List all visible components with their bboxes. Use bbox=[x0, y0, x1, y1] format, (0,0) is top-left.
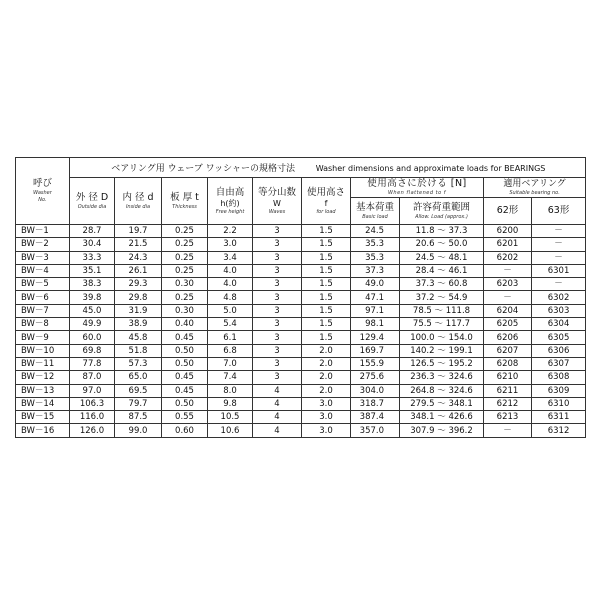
header-62-type-label: 62形 bbox=[496, 205, 519, 216]
cell-outside-dia: 126.0 bbox=[70, 424, 115, 437]
cell-thickness: 0.55 bbox=[162, 411, 208, 424]
cell-bearing-63: 6312 bbox=[532, 424, 586, 437]
cell-washer-no: BW－13 bbox=[16, 384, 70, 397]
cell-use-height: 1.5 bbox=[302, 304, 351, 317]
cell-waves: 3 bbox=[253, 371, 302, 384]
cell-bearing-63: － bbox=[532, 238, 586, 251]
cell-inside-dia: 57.3 bbox=[115, 357, 162, 370]
cell-free-height: 6.1 bbox=[208, 331, 253, 344]
header-waves-jp2: W bbox=[273, 198, 281, 208]
cell-bearing-62: 6201 bbox=[484, 238, 532, 251]
cell-outside-dia: 33.3 bbox=[70, 251, 115, 264]
table-row bbox=[16, 331, 586, 344]
cell-thickness: 0.25 bbox=[162, 225, 208, 238]
cell-thickness: 0.30 bbox=[162, 278, 208, 291]
cell-allow-load: 348.1 ～ 426.6 bbox=[400, 411, 484, 424]
cell-outside-dia: 77.8 bbox=[70, 357, 115, 370]
header-outside-dia-jp: 外 径 D bbox=[75, 191, 109, 203]
header-free-height bbox=[208, 178, 253, 225]
cell-bearing-62: 6203 bbox=[484, 278, 532, 291]
cell-inside-dia: 51.8 bbox=[115, 344, 162, 357]
cell-outside-dia: 30.4 bbox=[70, 238, 115, 251]
cell-bearing-62: 6200 bbox=[484, 225, 532, 238]
cell-use-height: 1.5 bbox=[302, 331, 351, 344]
cell-free-height: 4.0 bbox=[208, 264, 253, 277]
cell-washer-no: BW－16 bbox=[16, 424, 70, 437]
cell-basic-load: 49.0 bbox=[351, 278, 400, 291]
cell-basic-load: 155.9 bbox=[351, 357, 400, 370]
table-body bbox=[16, 225, 586, 438]
cell-bearing-63: 6311 bbox=[532, 411, 586, 424]
header-inside-dia bbox=[115, 178, 162, 225]
cell-free-height: 8.0 bbox=[208, 384, 253, 397]
cell-use-height: 2.0 bbox=[302, 357, 351, 370]
cell-bearing-62: 6213 bbox=[484, 411, 532, 424]
table-caption bbox=[70, 158, 586, 178]
cell-free-height: 9.8 bbox=[208, 397, 253, 410]
cell-thickness: 0.25 bbox=[162, 264, 208, 277]
cell-waves: 3 bbox=[253, 291, 302, 304]
cell-basic-load: 275.6 bbox=[351, 371, 400, 384]
cell-bearing-63: 6305 bbox=[532, 331, 586, 344]
table-row bbox=[16, 291, 586, 304]
cell-inside-dia: 65.0 bbox=[115, 371, 162, 384]
cell-washer-no: BW－3 bbox=[16, 251, 70, 264]
cell-bearing-62: 6204 bbox=[484, 304, 532, 317]
cell-thickness: 0.50 bbox=[162, 397, 208, 410]
cell-waves: 4 bbox=[253, 384, 302, 397]
table-row bbox=[16, 357, 586, 370]
header-63-type-label: 63形 bbox=[547, 205, 570, 216]
cell-free-height: 5.4 bbox=[208, 318, 253, 331]
cell-bearing-62: 6212 bbox=[484, 397, 532, 410]
cell-bearing-63: 6302 bbox=[532, 291, 586, 304]
cell-washer-no: BW－7 bbox=[16, 304, 70, 317]
cell-basic-load: 98.1 bbox=[351, 318, 400, 331]
cell-basic-load: 357.0 bbox=[351, 424, 400, 437]
cell-bearing-63: 6304 bbox=[532, 318, 586, 331]
cell-free-height: 3.0 bbox=[208, 238, 253, 251]
cell-free-height: 5.0 bbox=[208, 304, 253, 317]
cell-free-height: 4.8 bbox=[208, 291, 253, 304]
cell-bearing-62: 6208 bbox=[484, 357, 532, 370]
cell-outside-dia: 38.3 bbox=[70, 278, 115, 291]
cell-basic-load: 318.7 bbox=[351, 397, 400, 410]
cell-waves: 4 bbox=[253, 397, 302, 410]
cell-inside-dia: 38.9 bbox=[115, 318, 162, 331]
cell-bearing-63: 6308 bbox=[532, 371, 586, 384]
cell-bearing-62: － bbox=[484, 291, 532, 304]
cell-outside-dia: 69.8 bbox=[70, 344, 115, 357]
cell-inside-dia: 21.5 bbox=[115, 238, 162, 251]
cell-inside-dia: 24.3 bbox=[115, 251, 162, 264]
header-thickness-en: Thickness bbox=[172, 203, 197, 210]
cell-use-height: 2.0 bbox=[302, 384, 351, 397]
cell-outside-dia: 97.0 bbox=[70, 384, 115, 397]
header-allow-load bbox=[400, 198, 484, 225]
cell-allow-load: 11.8 ～ 37.3 bbox=[400, 225, 484, 238]
cell-use-height: 3.0 bbox=[302, 424, 351, 437]
header-thickness-jp: 板 厚 t bbox=[170, 191, 199, 203]
cell-use-height: 1.5 bbox=[302, 278, 351, 291]
cell-thickness: 0.40 bbox=[162, 318, 208, 331]
cell-use-height: 1.5 bbox=[302, 251, 351, 264]
cell-thickness: 0.25 bbox=[162, 291, 208, 304]
header-use-height-en: for load bbox=[316, 208, 336, 215]
cell-bearing-63: 6301 bbox=[532, 264, 586, 277]
table-row bbox=[16, 251, 586, 264]
header-use-height-jp1: 使用高さ bbox=[306, 186, 345, 198]
cell-allow-load: 75.5 ～ 117.7 bbox=[400, 318, 484, 331]
cell-free-height: 2.2 bbox=[208, 225, 253, 238]
cell-thickness: 0.25 bbox=[162, 238, 208, 251]
cell-outside-dia: 39.8 bbox=[70, 291, 115, 304]
cell-thickness: 0.50 bbox=[162, 344, 208, 357]
cell-washer-no: BW－6 bbox=[16, 291, 70, 304]
cell-outside-dia: 116.0 bbox=[70, 411, 115, 424]
cell-inside-dia: 31.9 bbox=[115, 304, 162, 317]
cell-inside-dia: 26.1 bbox=[115, 264, 162, 277]
header-bearing-group-jp: 適用ベアリング bbox=[503, 179, 566, 189]
cell-bearing-63: 6309 bbox=[532, 384, 586, 397]
cell-outside-dia: 28.7 bbox=[70, 225, 115, 238]
caption-en: Washer dimensions and approximate loads for BEARINGS bbox=[315, 164, 546, 173]
cell-use-height: 1.5 bbox=[302, 264, 351, 277]
cell-thickness: 0.50 bbox=[162, 357, 208, 370]
cell-waves: 3 bbox=[253, 251, 302, 264]
cell-bearing-62: － bbox=[484, 424, 532, 437]
cell-allow-load: 307.9 ～ 396.2 bbox=[400, 424, 484, 437]
cell-allow-load: 24.5 ～ 48.1 bbox=[400, 251, 484, 264]
cell-basic-load: 97.1 bbox=[351, 304, 400, 317]
header-load-group bbox=[351, 178, 484, 198]
cell-waves: 3 bbox=[253, 318, 302, 331]
cell-inside-dia: 69.5 bbox=[115, 384, 162, 397]
header-waves-jp1: 等分山数 bbox=[257, 186, 296, 198]
cell-bearing-62: 6210 bbox=[484, 371, 532, 384]
cell-washer-no: BW－8 bbox=[16, 318, 70, 331]
table-row bbox=[16, 424, 586, 437]
cell-basic-load: 129.4 bbox=[351, 331, 400, 344]
header-washer-no-en2: No. bbox=[38, 197, 47, 203]
cell-washer-no: BW－10 bbox=[16, 344, 70, 357]
cell-waves: 3 bbox=[253, 304, 302, 317]
cell-washer-no: BW－2 bbox=[16, 238, 70, 251]
header-free-height-jp2: h(約) bbox=[220, 198, 240, 208]
cell-free-height: 10.5 bbox=[208, 411, 253, 424]
cell-washer-no: BW－11 bbox=[16, 357, 70, 370]
header-bearing-group-en: Suitable bearing no. bbox=[509, 190, 560, 196]
cell-thickness: 0.45 bbox=[162, 331, 208, 344]
cell-washer-no: BW－9 bbox=[16, 331, 70, 344]
cell-waves: 3 bbox=[253, 225, 302, 238]
header-outside-dia-en: Outside dia bbox=[77, 203, 107, 210]
header-outside-dia bbox=[70, 178, 115, 225]
cell-outside-dia: 49.9 bbox=[70, 318, 115, 331]
cell-free-height: 6.8 bbox=[208, 344, 253, 357]
cell-free-height: 7.0 bbox=[208, 357, 253, 370]
cell-bearing-62: 6207 bbox=[484, 344, 532, 357]
cell-use-height: 1.5 bbox=[302, 318, 351, 331]
cell-allow-load: 37.2 ～ 54.9 bbox=[400, 291, 484, 304]
cell-bearing-63: 6306 bbox=[532, 344, 586, 357]
cell-bearing-63: － bbox=[532, 278, 586, 291]
cell-washer-no: BW－5 bbox=[16, 278, 70, 291]
cell-allow-load: 28.4 ～ 46.1 bbox=[400, 264, 484, 277]
table-row bbox=[16, 278, 586, 291]
cell-bearing-62: 6206 bbox=[484, 331, 532, 344]
cell-basic-load: 304.0 bbox=[351, 384, 400, 397]
cell-inside-dia: 29.8 bbox=[115, 291, 162, 304]
header-basic-load bbox=[351, 198, 400, 225]
table-row bbox=[16, 318, 586, 331]
cell-free-height: 4.0 bbox=[208, 278, 253, 291]
cell-basic-load: 35.3 bbox=[351, 238, 400, 251]
cell-basic-load: 24.5 bbox=[351, 225, 400, 238]
cell-outside-dia: 35.1 bbox=[70, 264, 115, 277]
cell-bearing-62: 6211 bbox=[484, 384, 532, 397]
cell-bearing-62: 6202 bbox=[484, 251, 532, 264]
header-inside-dia-en: Inside dia bbox=[125, 203, 151, 210]
table-row bbox=[16, 225, 586, 238]
cell-inside-dia: 45.8 bbox=[115, 331, 162, 344]
cell-waves: 3 bbox=[253, 357, 302, 370]
cell-waves: 4 bbox=[253, 424, 302, 437]
cell-free-height: 3.4 bbox=[208, 251, 253, 264]
cell-washer-no: BW－4 bbox=[16, 264, 70, 277]
table-row bbox=[16, 344, 586, 357]
header-use-height-jp2: f bbox=[324, 198, 328, 208]
cell-inside-dia: 19.7 bbox=[115, 225, 162, 238]
caption-jp: ベアリング用 ウェーブ ワッシャーの規格寸法 bbox=[111, 164, 295, 174]
cell-inside-dia: 87.5 bbox=[115, 411, 162, 424]
cell-use-height: 2.0 bbox=[302, 344, 351, 357]
header-62-type bbox=[484, 198, 532, 225]
cell-inside-dia: 79.7 bbox=[115, 397, 162, 410]
cell-use-height: 2.0 bbox=[302, 371, 351, 384]
cell-basic-load: 47.1 bbox=[351, 291, 400, 304]
cell-inside-dia: 29.3 bbox=[115, 278, 162, 291]
cell-thickness: 0.45 bbox=[162, 371, 208, 384]
table-row bbox=[16, 264, 586, 277]
header-bearing-group bbox=[484, 178, 586, 198]
cell-outside-dia: 87.0 bbox=[70, 371, 115, 384]
cell-use-height: 3.0 bbox=[302, 411, 351, 424]
header-load-group-jp: 使用高さに於ける [N] bbox=[367, 178, 467, 189]
cell-basic-load: 37.3 bbox=[351, 264, 400, 277]
table-row bbox=[16, 411, 586, 424]
washer-spec-table bbox=[15, 157, 586, 438]
cell-use-height: 1.5 bbox=[302, 291, 351, 304]
cell-bearing-62: － bbox=[484, 264, 532, 277]
header-washer-no-jp: 呼び bbox=[32, 178, 52, 189]
cell-free-height: 10.6 bbox=[208, 424, 253, 437]
cell-waves: 3 bbox=[253, 238, 302, 251]
cell-thickness: 0.30 bbox=[162, 304, 208, 317]
cell-bearing-63: － bbox=[532, 251, 586, 264]
cell-bearing-63: － bbox=[532, 225, 586, 238]
cell-free-height: 7.4 bbox=[208, 371, 253, 384]
cell-washer-no: BW－15 bbox=[16, 411, 70, 424]
header-basic-load-en: Basic load bbox=[362, 213, 388, 220]
cell-thickness: 0.25 bbox=[162, 251, 208, 264]
header-thickness bbox=[162, 178, 208, 225]
header-free-height-jp1: 自由高 bbox=[215, 186, 245, 198]
cell-thickness: 0.60 bbox=[162, 424, 208, 437]
cell-waves: 3 bbox=[253, 331, 302, 344]
cell-use-height: 1.5 bbox=[302, 225, 351, 238]
cell-allow-load: 279.5 ～ 348.1 bbox=[400, 397, 484, 410]
cell-basic-load: 169.7 bbox=[351, 344, 400, 357]
cell-allow-load: 140.2 ～ 199.1 bbox=[400, 344, 484, 357]
cell-allow-load: 78.5 ～ 111.8 bbox=[400, 304, 484, 317]
cell-waves: 3 bbox=[253, 264, 302, 277]
cell-outside-dia: 60.0 bbox=[70, 331, 115, 344]
header-load-group-en: When flattened to f bbox=[387, 190, 447, 196]
header-use-height bbox=[302, 178, 351, 225]
cell-basic-load: 35.3 bbox=[351, 251, 400, 264]
header-washer-no bbox=[16, 158, 70, 225]
cell-washer-no: BW－1 bbox=[16, 225, 70, 238]
cell-allow-load: 37.3 ～ 60.8 bbox=[400, 278, 484, 291]
cell-use-height: 3.0 bbox=[302, 397, 351, 410]
cell-bearing-63: 6303 bbox=[532, 304, 586, 317]
table-row bbox=[16, 238, 586, 251]
cell-allow-load: 236.3 ～ 324.6 bbox=[400, 371, 484, 384]
header-washer-no-en1: Washer bbox=[33, 190, 52, 196]
cell-bearing-63: 6307 bbox=[532, 357, 586, 370]
header-allow-load-en: Allow. Load (approx.) bbox=[415, 213, 468, 220]
cell-basic-load: 387.4 bbox=[351, 411, 400, 424]
table-row bbox=[16, 397, 586, 410]
cell-use-height: 1.5 bbox=[302, 238, 351, 251]
cell-washer-no: BW－14 bbox=[16, 397, 70, 410]
header-waves-en: Waves bbox=[268, 208, 286, 215]
header-waves bbox=[253, 178, 302, 225]
cell-inside-dia: 99.0 bbox=[115, 424, 162, 437]
table-row bbox=[16, 384, 586, 397]
table-row bbox=[16, 371, 586, 384]
cell-thickness: 0.45 bbox=[162, 384, 208, 397]
cell-washer-no: BW－12 bbox=[16, 371, 70, 384]
header-inside-dia-jp: 内 径 d bbox=[122, 191, 154, 203]
cell-outside-dia: 106.3 bbox=[70, 397, 115, 410]
cell-waves: 3 bbox=[253, 278, 302, 291]
header-63-type bbox=[532, 198, 586, 225]
cell-bearing-62: 6205 bbox=[484, 318, 532, 331]
cell-allow-load: 20.6 ～ 50.0 bbox=[400, 238, 484, 251]
header-basic-load-jp: 基本荷重 bbox=[355, 201, 394, 213]
cell-allow-load: 126.5 ～ 195.2 bbox=[400, 357, 484, 370]
cell-outside-dia: 45.0 bbox=[70, 304, 115, 317]
header-free-height-en: Free height bbox=[215, 208, 245, 215]
table-header bbox=[16, 158, 586, 225]
table-row bbox=[16, 304, 586, 317]
cell-waves: 3 bbox=[253, 344, 302, 357]
cell-bearing-63: 6310 bbox=[532, 397, 586, 410]
header-allow-load-jp: 許容荷重範囲 bbox=[412, 201, 470, 213]
cell-allow-load: 264.8 ～ 324.6 bbox=[400, 384, 484, 397]
cell-waves: 4 bbox=[253, 411, 302, 424]
cell-allow-load: 100.0 ～ 154.0 bbox=[400, 331, 484, 344]
